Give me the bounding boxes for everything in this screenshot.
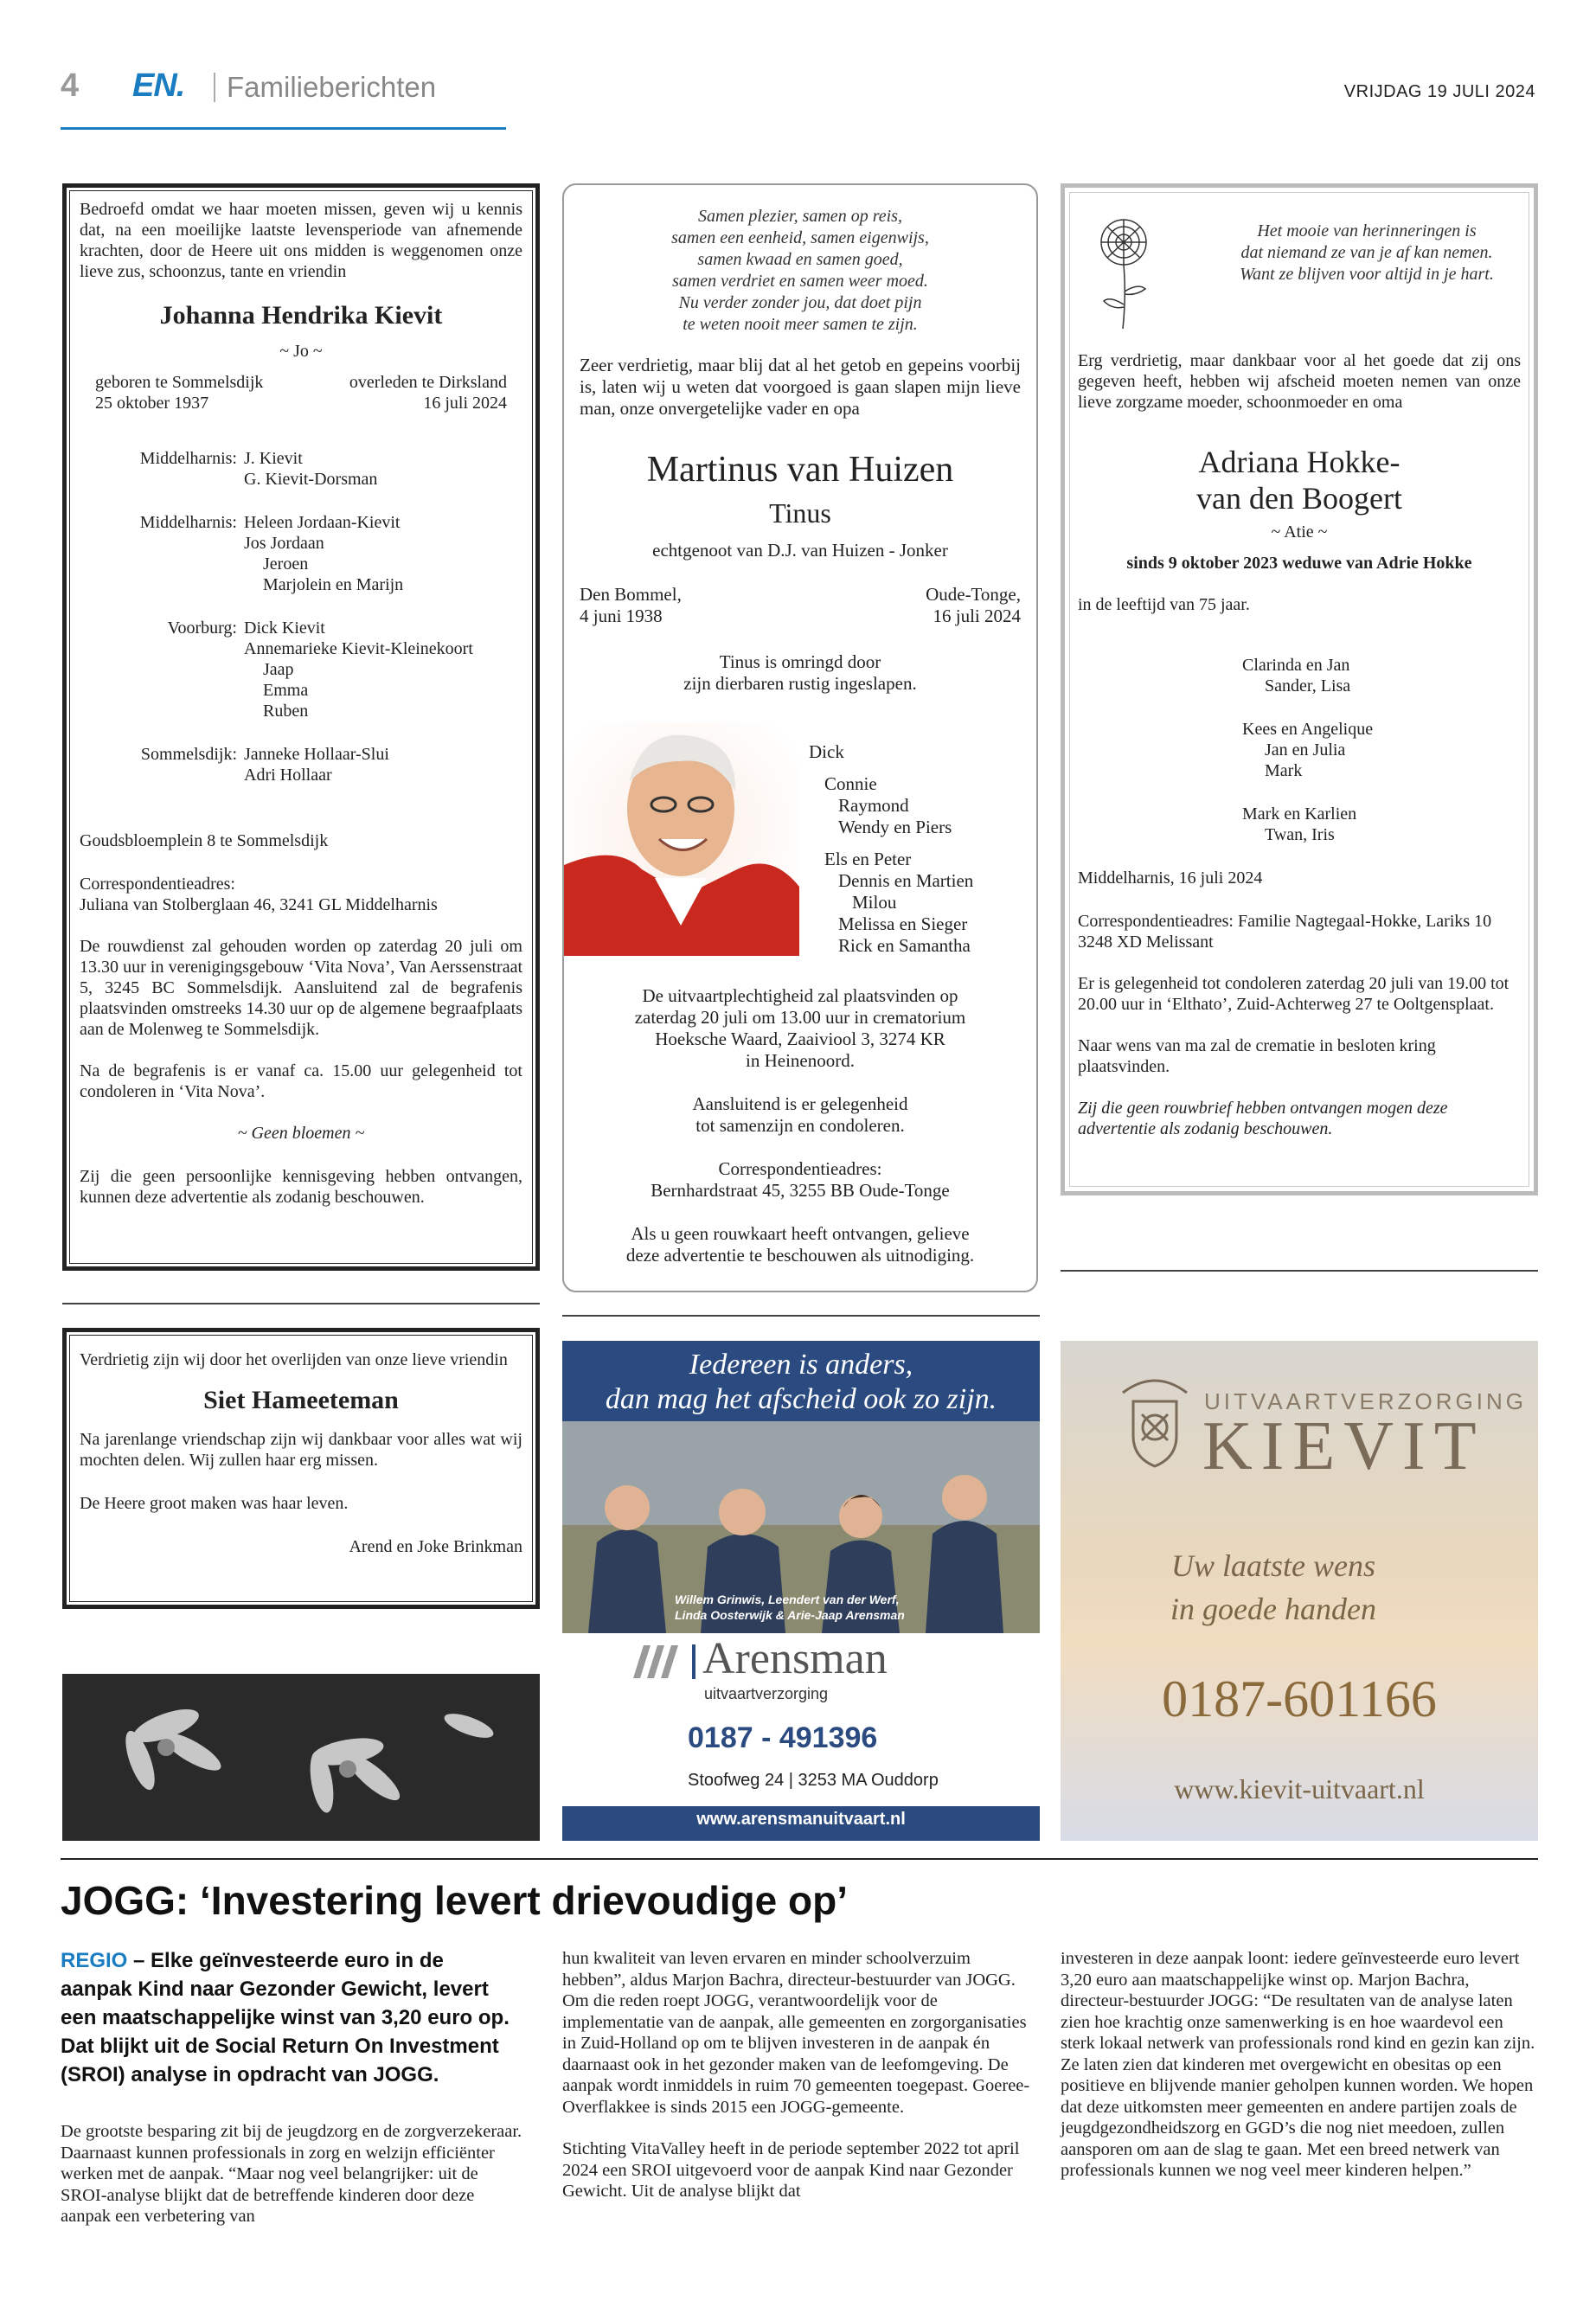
family-member: Annemarieke Kievit-Kleinekoort (244, 639, 473, 658)
notice-intro: Verdrietig zijn wij door het overlijden van onze lieve vriendin (80, 1350, 508, 1369)
header-underline (61, 127, 506, 130)
home-address: Goudsbloemplein 8 te Sommelsdijk (80, 831, 329, 850)
poem (1211, 221, 1522, 285)
family-member: Rick en Samantha (838, 935, 971, 956)
correspondence-address: Juliana van Stolberglaan 46, 3241 GL Middelharnis (80, 895, 438, 914)
family-member: G. Kievit-Dorsman (244, 470, 378, 489)
family-member: Heleen Jordaan-Kievit (244, 513, 401, 532)
arensman-website-link[interactable]: www.arensmanuitvaart.nl (696, 1810, 906, 1829)
after-line: Aansluitend is er gelegenheid (692, 1093, 908, 1114)
born-date: 4 juni 1938 (580, 606, 663, 626)
caption-line: Linda Oosterwijk & Arie-Jaap Arensman (675, 1608, 905, 1622)
deceased-name-line1: Adriana Hokke- (1198, 445, 1401, 479)
family-member: Connie (824, 773, 877, 794)
issue-date: VRIJDAG 19 JULI 2024 (1343, 82, 1535, 101)
family-place: Voorburg: (167, 619, 237, 638)
family-member: Twan, Iris (1265, 825, 1335, 844)
family-member: Sander, Lisa (1265, 676, 1351, 695)
kievit-brand: KIEVIT (1202, 1408, 1485, 1484)
family-member: Clarinda en Jan (1242, 656, 1350, 675)
family-place: Sommelsdijk: (140, 745, 237, 764)
article-headline: JOGG: ‘Investering levert drievoudige op’ (61, 1878, 848, 1923)
family-member: Dick Kievit (244, 619, 325, 638)
family-member: Jan en Julia (1265, 740, 1346, 760)
family-list (809, 741, 973, 957)
family-member: Ruben (263, 702, 309, 721)
family-member: Milou (852, 892, 897, 913)
died-date: 16 juli 2024 (933, 606, 1021, 626)
header-separator (214, 73, 215, 102)
born-place: Den Bommel, (580, 584, 682, 605)
arensman-logo-icon (631, 1644, 680, 1680)
family-member: Emma (263, 681, 309, 700)
article-paragraph: Stichting VitaValley heeft in de periode september 2022 tot april 2024 een SROI uitgevoerd voor de aanpak Kind naar Gezonder Gewicht. Uit de analyse blijkt dat (562, 2139, 1020, 2201)
section-title: Familieberichten (227, 71, 437, 103)
slogan-line: dan mag het afscheid ook zo zijn. (605, 1383, 997, 1415)
notice-kievit (80, 199, 522, 1208)
poem-line: Want ze blijven voor altijd in je hart. (1240, 265, 1494, 284)
kievit-top-text: UITVAARTVERZORGING (1204, 1388, 1527, 1414)
deceased-name: Siet Hameeteman (203, 1386, 399, 1414)
closing-note: Zij die geen rouwbrief hebben ontvangen mogen deze advertentie als zodanig beschouwen. (1078, 1099, 1448, 1138)
arensman-brand: Arensman (702, 1634, 888, 1683)
no-flowers-note: ~ Geen bloemen ~ (237, 1124, 365, 1143)
poem-line: Het mooie van herinneringen is (1257, 221, 1477, 240)
arensman-caption (675, 1592, 934, 1623)
service-line: zaterdag 20 juli om 13.00 uur in crematorium (634, 1007, 966, 1028)
family-member: Mark (1265, 761, 1303, 780)
born-date: 25 oktober 1937 (95, 394, 209, 413)
place-date: Middelharnis, 16 juli 2024 (1078, 868, 1263, 888)
family-member: J. Kievit (244, 449, 303, 468)
died-place: overleden te Dirksland (349, 373, 507, 392)
poem-line: te weten nooit meer samen te zijn. (683, 315, 918, 334)
after-line: tot samenzijn en condoleren. (695, 1115, 905, 1136)
column-divider (562, 1315, 1040, 1317)
slogan-line: in goede handen (1170, 1592, 1376, 1626)
notice-text: Na jarenlange vriendschap zijn wij dankbaar voor alles wat wij mochten delen. Wij zullen haar erg missen. (80, 1430, 522, 1470)
poem (580, 206, 1021, 336)
notice-intro: Bedroefd omdat we haar moeten missen, geven wij u kennis dat, na een moeilijke laatste levensperiode van afnemende krachten, door de Heere uit ons midden is weggenomen onze lieve zus, schoonzus, tante en vriendin (80, 200, 522, 281)
newspaper-logo: EN. (132, 67, 185, 104)
family-member: Jos Jordaan (244, 534, 324, 553)
age-line: in de leeftijd van 75 jaar. (1078, 595, 1250, 614)
family-member: Adri Hollaar (244, 766, 332, 785)
chrysanthemum-icon (1088, 209, 1159, 330)
notice-intro: Zeer verdrietig, maar blij dat al het getob en gepeins voorbij is, laten wij u weten dat voorgoed is gaan slapen mijn lieve man, onze onvergetelijke vader en opa (580, 355, 1021, 419)
slogan-line: Iedereen is anders, (689, 1349, 913, 1381)
page-number: 4 (61, 67, 80, 104)
family-member: Kees en Angelique (1242, 720, 1374, 739)
arensman-slogan (562, 1348, 1040, 1417)
family-member: Melissa en Sieger (838, 913, 968, 934)
column-divider (1061, 1270, 1538, 1272)
blessing-line: De Heere groot maken was haar leven. (80, 1494, 349, 1513)
peaceful-line: zijn dierbaren rustig ingeslapen. (683, 673, 917, 694)
poem-line: dat niemand ze van je af kan nemen. (1240, 243, 1493, 262)
signature: Arend en Joke Brinkman (349, 1537, 522, 1556)
lead-text: – Elke geïnvesteerde euro in de aanpak Kind naar Gezonder Gewicht, levert een maatschappelijke winst van 3,20 euro op. Dat blijkt uit de Social Return On Investment (SROI) analyse in opdracht van JOGG. (61, 1949, 510, 2086)
article-column-1 (61, 2121, 528, 2227)
closing-line: Als u geen rouwkaart heeft ontvangen, gelieve (631, 1223, 970, 1244)
poem-line: samen kwaad en samen goed, (697, 250, 903, 269)
spouse-line: echtgenoot van D.J. van Huizen - Jonker (652, 540, 948, 561)
family-member: Dick (809, 741, 844, 762)
widow-line: sinds 9 oktober 2023 weduwe van Adrie Hokke (1126, 554, 1472, 573)
notice-van-huizen (580, 206, 1021, 695)
family-group (80, 744, 522, 785)
family-member: Janneke Hollaar-Slui (244, 745, 389, 764)
family-place: Middelharnis: (139, 513, 237, 532)
deceased-nickname: ~ Jo ~ (279, 342, 323, 361)
peaceful-text (580, 651, 1021, 695)
deceased-name: Martinus van Huizen (646, 450, 954, 490)
closing-note: Zij die geen persoonlijke kennisgeving hebben ontvangen, kunnen deze advertentie als zodanig beschouwen. (80, 1167, 522, 1207)
kievit-website-link[interactable]: www.kievit-uitvaart.nl (1174, 1773, 1425, 1804)
arensman-phone[interactable]: 0187 - 491396 (688, 1721, 878, 1754)
family-list (1078, 655, 1521, 845)
correspondence-label: Correspondentieadres: (718, 1158, 882, 1179)
family-member: Jeroen (263, 554, 309, 574)
died-place: Oude-Tonge, (926, 584, 1021, 605)
correspondence: Correspondentieadres: Familie Nagtegaal-Hokke, Lariks 10 3248 XD Melissant (1078, 912, 1492, 952)
deceased-name-line2: van den Boogert (1196, 481, 1402, 516)
arensman-address: Stoofweg 24 | 3253 MA Ouddorp (688, 1771, 939, 1790)
service-line: in Heinenoord. (746, 1050, 855, 1071)
closing-line: deze advertentie te beschouwen als uitnodiging. (625, 1245, 975, 1266)
notice-hameeteman (80, 1349, 522, 1557)
family-member: Raymond (838, 795, 909, 816)
condolence-details: Er is gelegenheid tot condoleren zaterdag 20 juli van 19.00 tot 20.00 uur in ‘Elthato’, Zuid-Achterweg 27 te Ooltgensplaat. (1078, 974, 1509, 1014)
article-paragraph: hun kwaliteit van leven ervaren en minder schoolverzuim hebben”, aldus Marjon Bachra, directeur-bestuurder van JOGG. Om die reden roept JOGG, verantwoordelijk voor de implementatie van de aanpak, alle gemeenten en zorgorganisaties in Zuid-Holland op om te blijven investeren in de aanpak én daarnaast ook in het gezonder maken van de leefomgeving. De aanpak wordt inmiddels in ruim 70 gemeenten toegepast. Goeree-Overflakkee is sinds 2015 een JOGG-gemeente. (562, 1949, 1030, 2117)
article-paragraph: De grootste besparing zit bij de jeugdzorg en de zorgverzekeraar. Daarnaast kunnen professionals in zorg en welzijn efficiënter werken met de aanpak. “Maar nog veel belangrijker: uit de SROI-analyse blijkt dat de betreffende kinderen door deze aanpak een verbetering van (61, 2122, 522, 2226)
birth-death-dates (580, 584, 1021, 627)
peaceful-line: Tinus is omringd door (719, 651, 881, 672)
caption-line: Willem Grinwis, Leendert van der Werf, (675, 1593, 900, 1606)
portrait-photo (564, 722, 799, 956)
correspondence-label: Correspondentieadres: (80, 875, 235, 894)
birth-death-dates (80, 372, 522, 413)
cremation-note: Naar wens van ma zal de crematie in besloten kring plaatsvinden. (1078, 1036, 1436, 1076)
poem-line: Nu verder zonder jou, dat doet pijn (678, 293, 922, 312)
service-info (580, 985, 1021, 1266)
flowers-photo (62, 1674, 540, 1841)
article-top-rule (61, 1858, 1538, 1860)
article-lead (61, 1946, 510, 2089)
deceased-nickname: Tinus (769, 497, 831, 529)
family-member: Jaap (263, 660, 294, 679)
logo-separator (692, 1644, 695, 1679)
kievit-slogan (1061, 1544, 1538, 1631)
family-member: Dennis en Martien (838, 870, 974, 891)
notice-intro: Erg verdrietig, maar dankbaar voor al het goede dat zij ons gegeven heeft, hebben wij afscheid moeten nemen van onze lieve zorgzame moeder, schoonmoeder en oma (1078, 351, 1521, 412)
correspondence-address: Bernhardstraat 45, 3255 BB Oude-Tonge (651, 1180, 950, 1201)
family-member: Marjolein en Marijn (263, 575, 404, 594)
kievit-phone[interactable]: 0187-601166 (1162, 1670, 1437, 1727)
service-details: De rouwdienst zal gehouden worden op zaterdag 20 juli om 13.30 uur in verenigingsgebouw ‘Vita Nova’, Van Aerssenstraat 5, 3245 BC Sommelsdijk. Aansluitend zal de begrafenis plaatsvinden omstreeks 14.30 uur op de algemene begraafplaats aan de Molenweg te Sommelsdijk. (80, 937, 522, 1039)
poem-line: samen een eenheid, samen eigenwijs, (671, 228, 929, 247)
family-member: Mark en Karlien (1242, 804, 1357, 824)
slogan-line: Uw laatste wens (1170, 1548, 1375, 1583)
article-column-3 (1061, 1948, 1538, 2182)
deceased-nickname: ~ Atie ~ (1271, 522, 1328, 542)
family-group (80, 512, 522, 595)
condolence-details: Na de begrafenis is er vanaf ca. 15.00 uur gelegenheid tot condoleren in ‘Vita Nova’. (80, 1061, 522, 1101)
region-label: REGIO (61, 1949, 128, 1972)
poem-line: Samen plezier, samen op reis, (698, 207, 902, 226)
coat-of-arms-icon (1116, 1375, 1194, 1471)
born-place: geboren te Sommelsdijk (95, 373, 264, 392)
family-member: Els en Peter (824, 849, 912, 869)
died-date: 16 juli 2024 (423, 394, 507, 413)
family-group (80, 618, 522, 721)
family-group (80, 448, 522, 490)
family-list (80, 448, 522, 785)
article-paragraph: investeren in deze aanpak loont: iedere geïnvesteerde euro levert 3,20 euro aan maatschappelijke winst op. Marjon Bachra, directeur-bestuurder JOGG: “De resultaten van de analyse laten zien hoe krachtig onze samenwerking is en hoe waardevol een sterk lokaal netwerk van professionals rond kind en gezin kan zijn. Ze laten zien dat kinderen met overgewicht en obesitas op een positieve en blijvende manier geholpen kunnen worden. We hopen dat deze uitkomsten meer gemeenten en andere partijen zoals de jeugdgezondheidszorg en GGD’s die nog niet meedoen, zullen aansporen om aan de slag te gaan. Met een breed netwerk van professionals kunnen we nog veel meer kinderen helpen.” (1061, 1949, 1535, 2180)
poem-line: samen verdriet en samen weer moed. (672, 272, 928, 291)
family-place: Middelharnis: (139, 449, 237, 468)
column-divider (62, 1303, 540, 1304)
article-column-2 (562, 1948, 1038, 2202)
deceased-name: Johanna Hendrika Kievit (159, 301, 443, 330)
family-member: Wendy en Piers (838, 817, 952, 837)
arensman-brand-sub: uitvaartverzorging (704, 1685, 829, 1702)
notice-hokke (1078, 350, 1521, 1139)
service-line: De uitvaartplechtigheid zal plaatsvinden op (642, 985, 958, 1006)
service-line: Hoeksche Waard, Zaaiviool 3, 3274 KR (655, 1029, 945, 1049)
